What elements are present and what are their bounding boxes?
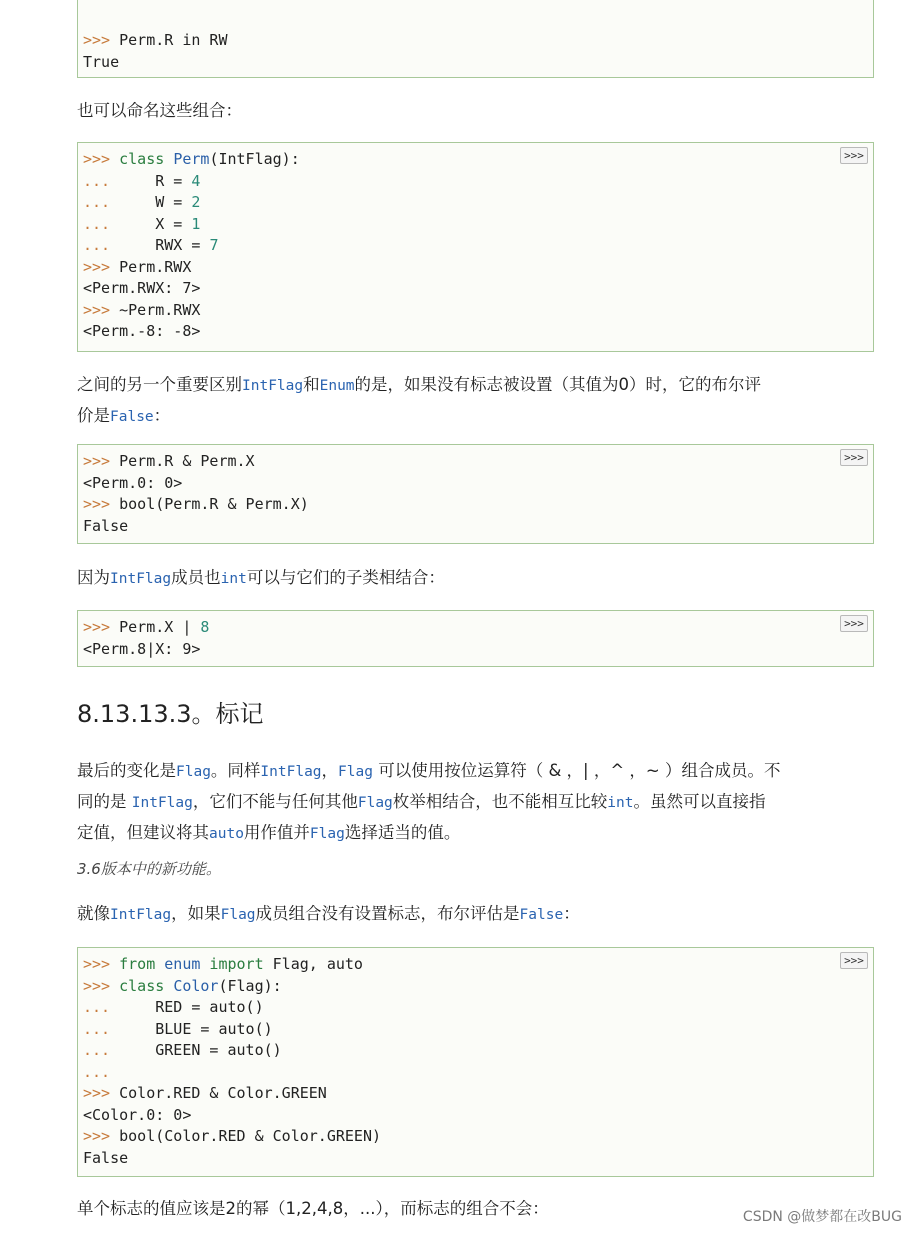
paragraph-line: 同的是 IntFlag，它们不能与任何其他Flag枚举相结合，也不能相互比较int。虽然可以直接指 <box>77 792 766 811</box>
code-line: ... W = 2 <box>83 193 201 211</box>
copy-prompt-button[interactable]: >>> <box>840 615 868 632</box>
code-line: <Color.0: 0> <box>83 1105 192 1124</box>
version-note: 3.6版本中的新功能。 <box>77 860 221 878</box>
code-line: False <box>83 516 129 535</box>
copy-prompt-button[interactable]: >>> <box>840 449 868 466</box>
paragraph-line: 定值，但建议将其auto用作值并Flag选择适当的值。 <box>77 823 461 842</box>
code-line: True <box>83 52 120 71</box>
paragraph-line: 之间的另一个重要区别IntFlag和Enum的是，如果没有标志被设置（其值为0）时，它的布尔评 <box>77 375 762 394</box>
code-line: >>> class Color(Flag): <box>83 976 282 995</box>
code-line: False <box>83 1148 129 1167</box>
code-line: ... GREEN = auto() <box>83 1041 282 1059</box>
code-line: ... R = 4 <box>83 171 201 190</box>
code-line: <Perm.-8: -8> <box>83 322 201 340</box>
code-line: >>> bool(Color.RED & Color.GREEN) <box>83 1127 382 1145</box>
code-line: ... <box>83 1062 111 1081</box>
code-line: ... BLUE = auto() <box>83 1019 273 1038</box>
code-line: ... RED = auto() <box>83 998 264 1016</box>
section-heading: 8.13.13.3。标记 <box>77 700 264 728</box>
code-line: >>> Perm.RWX <box>83 257 192 276</box>
code-line: <Perm.0: 0> <box>83 473 183 492</box>
code-block-2 <box>77 142 874 352</box>
paragraph-line: 价是False： <box>77 406 171 425</box>
code-line: >>> Perm.R in RW <box>83 31 228 49</box>
paragraph-line: 最后的变化是Flag。同样IntFlag，Flag 可以使用按位运算符（ & ，| ，^ ，~ ）组合成员。不 <box>77 761 781 780</box>
paragraph-4 <box>77 756 877 849</box>
paragraph-5: 就像IntFlag，如果Flag成员组合没有设置标志，布尔评估是False： <box>77 904 580 923</box>
code-line: ... RWX = 7 <box>83 236 219 254</box>
code-block-5 <box>77 947 874 1177</box>
copy-prompt-button[interactable]: >>> <box>840 952 868 969</box>
code-line: >>> Color.RED & Color.GREEN <box>83 1084 327 1102</box>
paragraph-3: 因为IntFlag成员也int可以与它们的子类相结合： <box>77 568 445 587</box>
code-line: <Perm.8|X: 9> <box>83 639 201 658</box>
code-line: >>> from enum import Flag, auto <box>83 955 363 973</box>
code-block-3 <box>77 444 874 544</box>
code-block-4 <box>77 610 874 667</box>
code-line: >>> bool(Perm.R & Perm.X) <box>83 495 309 513</box>
paragraph-6: 单个标志的值应该是2的幂（1,2,4,8，...），而标志的组合不会： <box>77 1199 549 1218</box>
code-line: >>> ~Perm.RWX <box>83 300 201 319</box>
paragraph-1: 也可以命名这些组合： <box>77 101 242 120</box>
code-line: >>> class Perm(IntFlag): <box>83 150 300 168</box>
code-line: >>> Perm.R & Perm.X <box>83 452 255 470</box>
copy-prompt-button[interactable]: >>> <box>840 147 868 164</box>
code-line: ... X = 1 <box>83 214 201 233</box>
watermark: CSDN @做梦都在改BUG <box>742 1209 902 1225</box>
code-block-1 <box>77 0 874 78</box>
code-line: <Perm.RWX: 7> <box>83 279 201 297</box>
paragraph-2 <box>77 370 877 432</box>
code-line: >>> Perm.X | 8 <box>83 618 210 636</box>
